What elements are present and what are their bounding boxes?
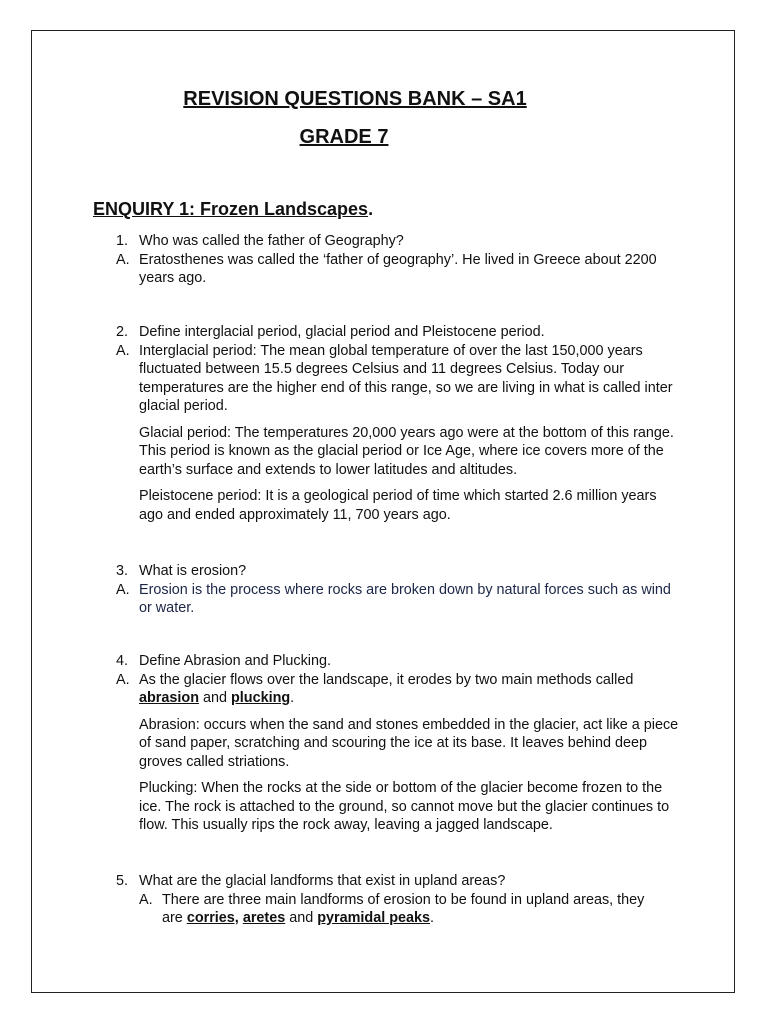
q5-answer-mark: A.: [139, 891, 153, 908]
q4-answer-text: As the glacier flows over the landscape, it erodes by two main methods called: [139, 671, 634, 688]
q4-question: Define Abrasion and Plucking.: [139, 653, 331, 669]
enquiry-suffix: .: [368, 199, 374, 219]
q2-pleistocene-paragraph: Pleistocene period: It is a geological period of time which started 2.6 million years ago and ended approximately 11, 700 years ago.: [139, 488, 657, 523]
q5-answer: [162, 891, 662, 928]
q1-answer-mark: A.: [116, 251, 130, 268]
document-title: REVISION QUESTIONS BANK – SA1: [183, 88, 527, 110]
q3-number: 3.: [116, 563, 129, 579]
q4-answer-mark: A.: [116, 671, 130, 688]
document-subtitle: GRADE 7: [299, 126, 389, 148]
question-4: [116, 652, 684, 835]
term-aretes: aretes: [242, 910, 286, 926]
q4-and: and: [198, 690, 231, 706]
q2-number: 2.: [116, 324, 129, 340]
q5-answer-text: There are three main landforms of erosion to be found in upland areas, they are: [162, 891, 645, 926]
enquiry-label: ENQUIRY 1: Frozen Landscapes: [93, 199, 369, 219]
q4-answer: [139, 671, 684, 708]
q2-question: Define interglacial period, glacial period and Pleistocene period.: [139, 324, 545, 340]
q3-answer-mark: A.: [116, 581, 130, 598]
q4-number: 4.: [116, 653, 129, 669]
q1-question: Who was called the father of Geography?: [139, 233, 404, 249]
q5-question: What are the glacial landforms that exist in upland areas?: [139, 873, 506, 889]
q1-answer: Eratosthenes was called the ‘father of geography’. He lived in Greece about 2200 years ago.: [139, 251, 657, 286]
q4-plucking-paragraph: Plucking: When the rocks at the side or bottom of the glacier become frozen to the ice. The rock is attached to the ground, so cannot move but the glacier continues to flow. This usually rips the rock away, leaving a jagged landscape.: [139, 780, 670, 833]
term-plucking: plucking: [231, 690, 291, 706]
term-abrasion: abrasion: [139, 690, 199, 706]
q5-number: 5.: [116, 873, 129, 889]
q1-number: 1.: [116, 233, 129, 249]
q3-question: What is erosion?: [139, 563, 247, 579]
question-2: [116, 323, 684, 524]
q3-answer: Erosion is the process where rocks are broken down by natural forces such as wind or water.: [139, 581, 671, 616]
q4-abrasion-paragraph: Abrasion: occurs when the sand and stones embedded in the glacier, act like a piece of sand paper, scratching and scouring the ice at its base. It leaves behind deep groves called striations.: [139, 716, 679, 770]
q2-answer-mark: A.: [116, 342, 130, 359]
q2-answer: Interglacial period: The mean global temperature of over the last 150,000 years fluctuated between 15.5 degrees Celsius and 11 degrees Celsius. Today our temperatures are the higher end of this range, so we are living in what is called inter glacial period.: [139, 342, 673, 414]
q5-and: and: [285, 910, 318, 926]
question-1: [116, 232, 684, 288]
question-5: [116, 872, 684, 928]
q5-end: .: [430, 910, 435, 926]
q4-end: .: [290, 690, 295, 706]
term-pyramidal-peaks: pyramidal peaks: [317, 910, 431, 926]
term-corries: corries,: [186, 910, 239, 926]
question-3: [116, 562, 684, 618]
enquiry-heading: [93, 199, 373, 220]
q2-glacial-paragraph: Glacial period: The temperatures 20,000 years ago were at the bottom of this range. This period is known as the glacial period or Ice Age, where ice covers more of the earth’s surface and extends to lower latitudes and altitudes.: [139, 424, 674, 478]
